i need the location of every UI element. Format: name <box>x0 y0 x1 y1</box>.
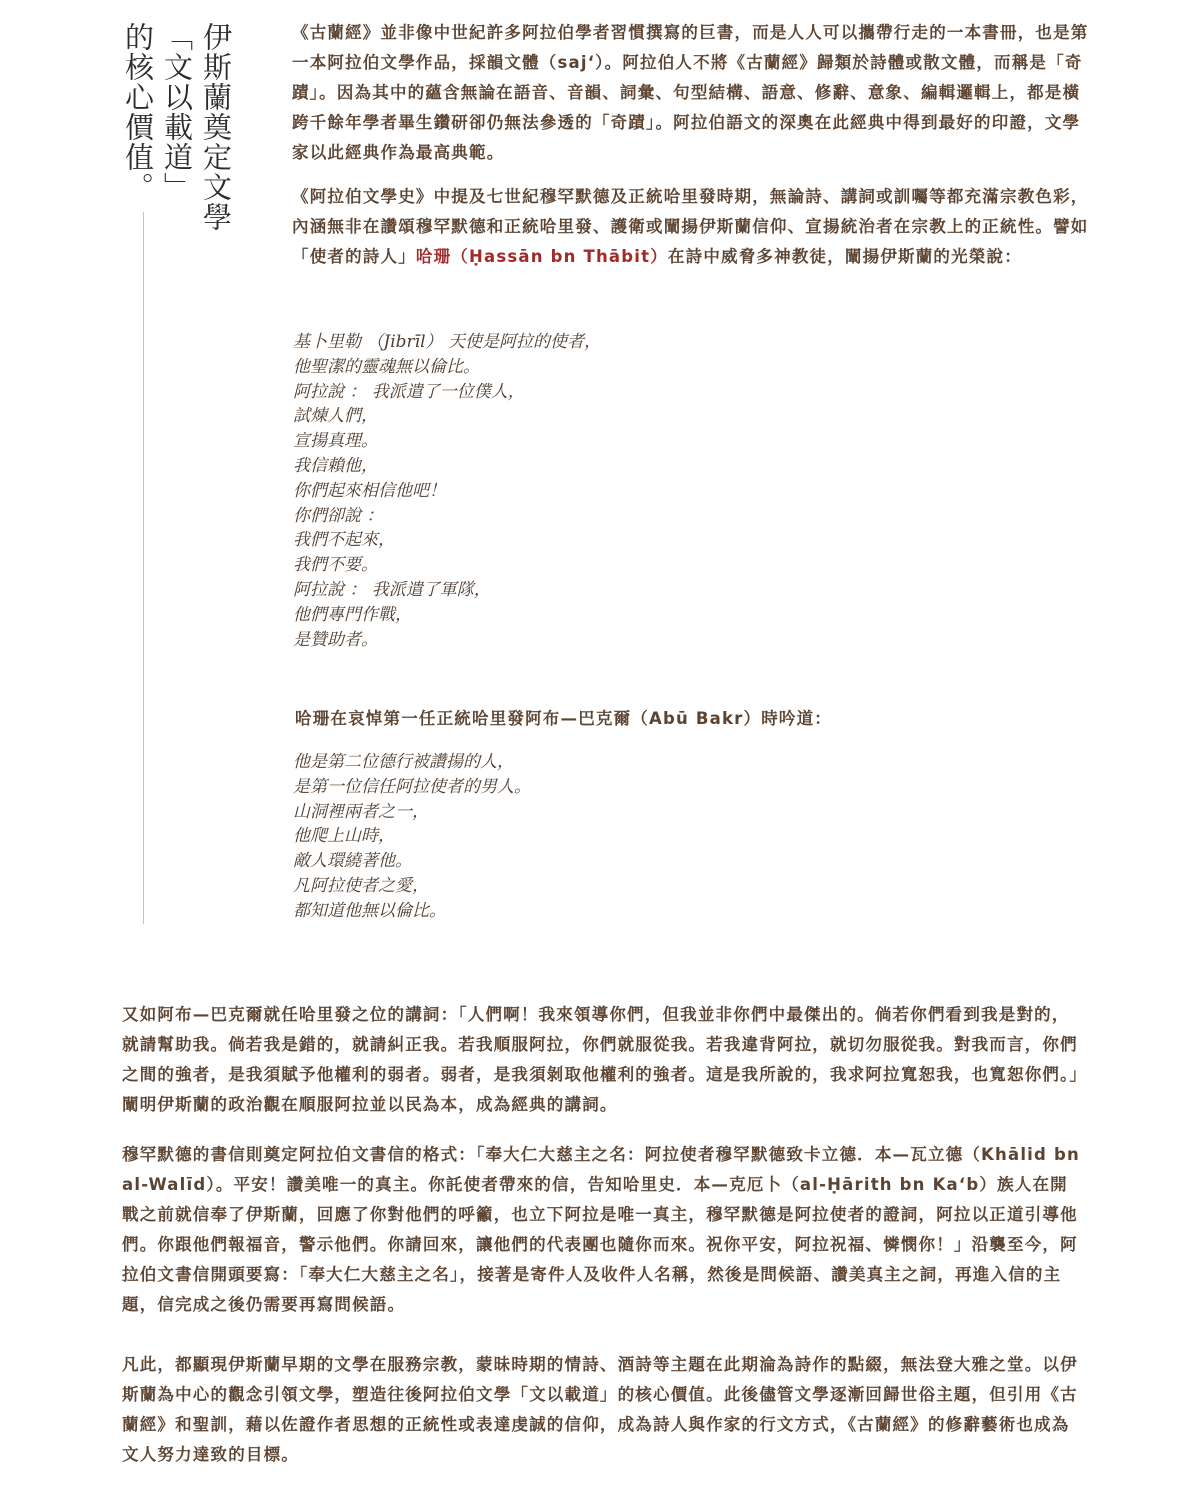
poem-1-line: 我們不要。 <box>293 555 378 576</box>
poem-2-line: 敵人環繞著他。 <box>293 851 412 872</box>
poem-2-line: 山洞裡兩者之一， <box>293 801 429 822</box>
history-text-end: 在詩中威脅多神教徒，闡揚伊斯蘭的光榮說： <box>667 247 1022 266</box>
poem-2-line: 他爬上山時， <box>293 826 395 847</box>
paragraph-literary-history <box>292 182 1092 272</box>
poem-1-line: 你們起來相信他吧！ <box>293 480 446 501</box>
elegy-intro: 哈珊在哀悼第一任正統哈里發阿布—巴克爾（Abū Bakr）時吟道： <box>295 709 832 728</box>
poem-1-line: 阿拉說 ： 我派遣了軍隊， <box>293 579 491 600</box>
paragraph-quran: 《古蘭經》並非像中世紀許多阿拉伯學者習慣撰寫的巨書，而是人人可以攜帶行走的一本書冊，也是第一本阿拉伯文學作品，採韻文體（saj‘）。阿拉伯人不將《古蘭經》歸類於詩體或散文體，而稱是「奇蹟」。因為其中的蘊含無論在語音、音韻、詞彙、句型結構、語意、修辭、意象、編輯邏輯上，都是橫跨千餘年學者畢生鑽研卻仍無法參透的「奇蹟」。阿拉伯語文的深奧在此經典中得到最好的印證，文學家以此經典作為最高典範。 <box>292 23 1089 162</box>
poem-1-line: 基卜里勒 （Jibrīl） 天使是阿拉的使者， <box>293 332 601 352</box>
poem-2-line: 凡阿拉使者之愛， <box>293 875 429 896</box>
poem-1-line: 我們不起來， <box>293 530 395 551</box>
paragraph-conclusion: 凡此，都顯現伊斯蘭早期的文學在服務宗教，蒙昧時期的情詩、酒詩等主題在此期淪為詩作的點綴，無法登大雅之堂。以伊斯蘭為中心的觀念引領文學，塑造往後阿拉伯文學「文以載道」的核心價值。此後儘管文學逐漸回歸世俗主題，但引用《古蘭經》和聖訓，藉以佐證作者思想的正統性或表達虔誠的信仰，成為詩人與作家的行文方式，《古蘭經》的修辭藝術也成為文人努力達致的目標。 <box>122 1355 1078 1464</box>
lower-text <box>122 1000 1082 1470</box>
paragraph-letter-format: 穆罕默德的書信則奠定阿拉伯文書信的格式：「奉大仁大慈主之名：阿拉使者穆罕默德致卡立德．本—瓦立德（Khālid bn al-Walīd）。平安！讚美唯一的真主。你託使者帶來的信，告知哈里史．本—克厄卜（al-Ḥārith bn Ka‘b）族人在開戰之前就信奉了伊斯蘭，回應了你對他們的呼籲，也立下阿拉是唯一真主，穆罕默德是阿拉使者的證詞，阿拉以正道引導他們。你跟他們報福音，警示他們。你請回來，讓他們的代表團也隨你而來。祝你平安，阿拉祝福、憐憫你！」沿襲至今，阿拉伯文書信開頭要寫：「奉大仁大慈主之名」，接著是寄件人及收件人名稱，然後是問候語、讚美真主之詞，再進入信的主題，信完成之後仍需要再寫問候語。 <box>122 1145 1080 1314</box>
vertical-title <box>120 22 232 252</box>
upper-text <box>292 18 1092 272</box>
paragraph-abu-bakr-speech: 又如阿布—巴克爾就任哈里發之位的講詞：「人們啊！我來領導你們，但我並非你們中最傑出的。倘若你們看到我是對的，就請幫助我。倘若我是錯的，就請糾正我。若我順服阿拉，你們就服從我。若我違背阿拉，就切勿服從我。對我而言，你們之間的強者，是我須賦予他權利的弱者。弱者，是我須剝取他權利的強者。這是我所說的，我求阿拉寬恕我，也寬恕你們。」闡明伊斯蘭的政治觀在順服阿拉並以民為本，成為經典的講詞。 <box>122 1005 1079 1114</box>
poem-1-line: 他們專門作戰， <box>293 604 412 625</box>
poem-1-line: 宣揚真理。 <box>293 431 378 452</box>
title-column-1: 伊斯蘭奠定文學 <box>199 22 233 232</box>
poem-1-line: 阿拉說 ： 我派遣了一位僕人， <box>293 381 525 402</box>
poem-2-line: 是第一位信任阿拉使者的男人。 <box>293 776 531 797</box>
poem-1-line: 他聖潔的靈魂無以倫比。 <box>293 356 480 377</box>
poem-1 <box>293 330 601 652</box>
poem-2-line: 都知道他無以倫比。 <box>293 900 446 921</box>
title-column-2: 「文以載道」 <box>160 22 194 202</box>
poem-2 <box>293 750 531 924</box>
poem-2-line: 他是第二位德行被讚揚的人， <box>293 752 514 772</box>
poem-1-line: 是贊助者。 <box>293 629 378 650</box>
history-text-start: 《阿拉伯文學史》中提及七世紀穆罕默德及正統哈里發時期，無論詩、講詞或訓囑等都充滿宗教色彩，內涵無非在讚頌穆罕默德和正統哈里發、護衛或闡揚伊斯蘭信仰、宣揚統治者在宗教上的正統性。譬如「使者的詩人」 <box>292 187 1089 266</box>
poem-1-line: 你們卻說 ： <box>293 505 384 526</box>
title-column-3: 的核心價值。 <box>121 22 155 202</box>
poem-1-line: 試煉人們， <box>293 406 378 427</box>
poet-name-highlight: 哈珊（Ḥassān bn Thābit） <box>415 247 668 266</box>
vertical-divider <box>143 212 144 924</box>
poem-1-line: 我信賴他， <box>293 455 378 476</box>
